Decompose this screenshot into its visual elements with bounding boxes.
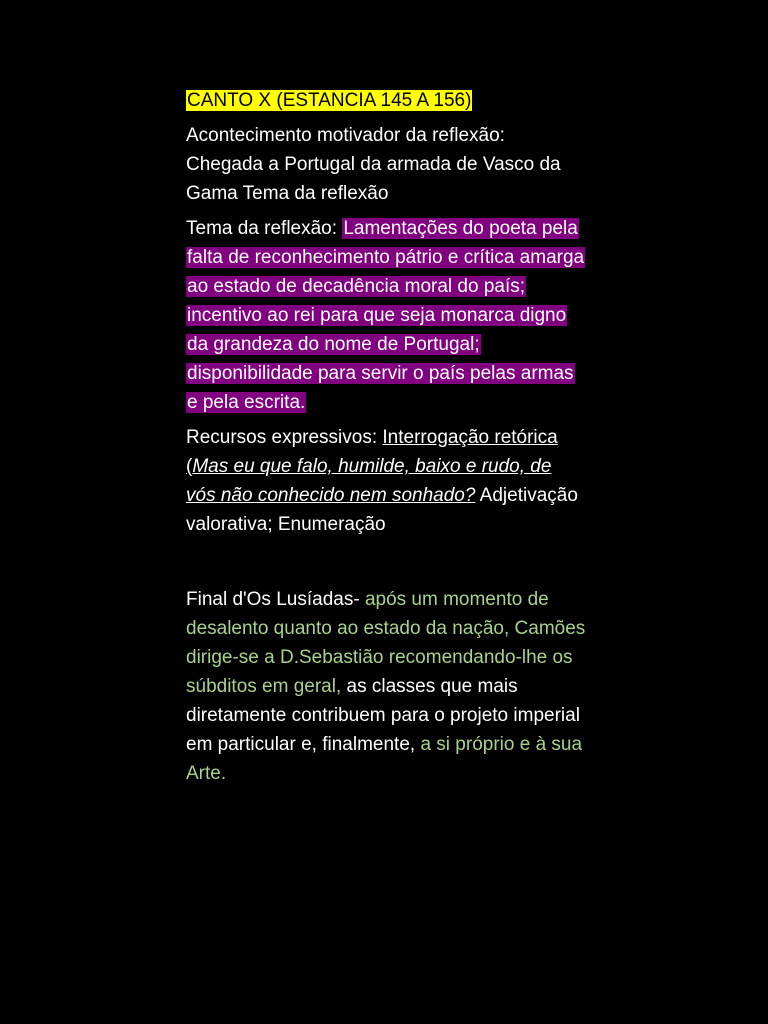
document-page	[186, 86, 586, 788]
ending-label: Final d'Os Lusíadas-	[186, 589, 365, 610]
ending-white-text: as classes que mais diretamente contribuem para o projeto imperial em particular e, finalmente,	[186, 676, 580, 755]
ending-green-text-2: a si próprio e à sua Arte.	[186, 734, 583, 784]
canto-title: CANTO X (ESTANCIA 145 A 156)	[187, 90, 472, 111]
ending-paragraph	[186, 585, 586, 788]
resources-label: Recursos expressivos:	[186, 427, 383, 448]
resources-paragraph	[186, 423, 586, 539]
resources-rest: Adjetivação valorativa; Enumeração	[186, 485, 578, 535]
event-text: Chegada a Portugal da armada de Vasco da Gama Tema da reflexão	[186, 154, 561, 204]
canto-title-paragraph	[186, 86, 586, 115]
theme-label: Tema da reflexão:	[186, 218, 343, 239]
event-paragraph	[186, 121, 586, 208]
resources-interrogation: Interrogação retórica (	[186, 427, 558, 477]
resources-quote: Mas eu que falo, humilde, baixo e rudo, de vós não conhecido nem sonhado?	[186, 456, 552, 506]
event-label: Acontecimento motivador da reflexão:	[186, 125, 505, 146]
theme-paragraph	[186, 214, 586, 417]
theme-text: Lamentações do poeta pela falta de reconhecimento pátrio e crítica amarga ao estado de decadência moral do país; incentivo ao rei para que seja monarca digno da grandeza do nome de Portugal; disponibilidade para servir o país pelas armas e pela escrita.	[187, 218, 585, 413]
ending-green-text-1: após um momento de desalento quanto ao estado da nação, Camões dirige-se a D.Sebastião recomendando-lhe os súbditos em geral,	[186, 589, 586, 697]
